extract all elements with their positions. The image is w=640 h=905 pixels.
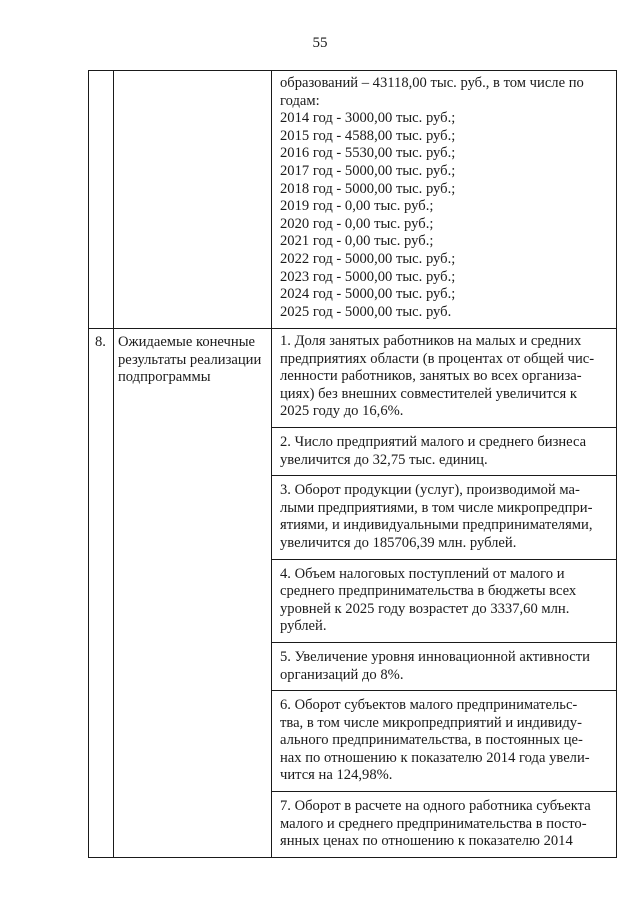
- text-line: увеличится до 185706,39 млн. рублей.: [280, 534, 517, 551]
- text-line: 2016 год - 5530,00 тыс. руб.;: [280, 145, 456, 162]
- text-line: чится на 124,98%.: [280, 767, 393, 784]
- text-line: янных ценах по отношению к показателю 2014: [280, 833, 573, 850]
- result-paragraph: [272, 427, 616, 475]
- text-line: 2025 год - 5000,00 тыс. руб.: [280, 303, 452, 320]
- text-line: тва, в том числе микропредприятий и индивиду-: [280, 714, 582, 731]
- text-line: 2021 год - 0,00 тыс. руб.;: [280, 233, 434, 250]
- text-line: 2019 год - 0,00 тыс. руб.;: [280, 198, 434, 215]
- result-paragraph: [272, 690, 616, 791]
- text-line: ленности работников, занятых во всех организа-: [280, 368, 582, 385]
- result-paragraph: [272, 791, 616, 857]
- text-line: лыми предприятиями, в том числе микропредпри-: [280, 499, 593, 516]
- text-line: 2024 год - 5000,00 тыс. руб.;: [280, 286, 456, 303]
- text-line: 2022 год - 5000,00 тыс. руб.;: [280, 250, 456, 267]
- document-table: [88, 70, 617, 858]
- text-line: увеличится до 32,75 тыс. единиц.: [280, 451, 488, 468]
- row-number-cell: [89, 329, 114, 858]
- text-line: 4. Объем налоговых поступлений от малого и: [280, 565, 565, 582]
- result-paragraph: [272, 559, 616, 642]
- page-number: 55: [312, 35, 328, 51]
- text-line: 6. Оборот субъектов малого предпринимательс-: [280, 697, 578, 714]
- text-line: ального предпринимательства, в постоянных це-: [280, 732, 583, 749]
- text-line: предприятиях области (в процентах от общей чис-: [280, 350, 595, 367]
- row-number-cell: [89, 71, 114, 329]
- text-line: 2015 год - 4588,00 тыс. руб.;: [280, 127, 456, 144]
- text-line: образований – 43118,00 тыс. руб., в том числе по: [280, 75, 584, 91]
- text-line: 7. Оборот в расчете на одного работника субъекта: [280, 798, 591, 815]
- text-line: 2023 год - 5000,00 тыс. руб.;: [280, 268, 456, 285]
- text-line: среднего предпринимательства в бюджеты всех: [280, 583, 577, 600]
- text-line: 5. Увеличение уровня инновационной активности: [280, 648, 590, 665]
- text-line: уровней к 2025 году возрастет до 3337,60 млн.: [280, 600, 570, 617]
- results-text-cell: [272, 329, 617, 858]
- text-line: циях) без внешних совместителей увеличится к: [280, 385, 577, 402]
- table-row-results: [89, 329, 617, 858]
- text-line: организаций до 8%.: [280, 666, 404, 683]
- text-line: ятиями, и индивидуальными предпринимателями,: [280, 517, 593, 534]
- result-paragraph: [272, 475, 616, 558]
- row-name-cell: [114, 71, 272, 329]
- row-number: 8.: [95, 334, 106, 350]
- result-paragraph: [280, 333, 611, 427]
- row-name-cell: [114, 329, 272, 858]
- text-line: 2020 год - 0,00 тыс. руб.;: [280, 215, 434, 232]
- row-name-line: результаты реализации: [118, 351, 262, 368]
- text-line: 1. Доля занятых работников на малых и средних: [280, 333, 582, 349]
- text-line: 2018 год - 5000,00 тыс. руб.;: [280, 180, 456, 197]
- text-line: 2025 году до 16,6%.: [280, 403, 404, 420]
- text-line: рублей.: [280, 618, 327, 635]
- text-line: годам:: [280, 92, 320, 109]
- text-line: 2014 год - 3000,00 тыс. руб.;: [280, 110, 456, 127]
- text-line: 2. Число предприятий малого и среднего бизнеса: [280, 433, 587, 450]
- row-name-line: подпрограммы: [118, 369, 211, 386]
- text-line: малого и среднего предпринимательства в посто-: [280, 815, 587, 832]
- table-row-funding: [89, 71, 617, 329]
- text-line: 3. Оборот продукции (услуг), производимой ма-: [280, 482, 580, 499]
- funding-text-cell: [272, 71, 617, 329]
- row-name-line: Ожидаемые конечные: [118, 334, 255, 350]
- text-line: нах по отношению к показателю 2014 года увели-: [280, 749, 590, 766]
- text-line: 2017 год - 5000,00 тыс. руб.;: [280, 162, 456, 179]
- result-paragraph: [272, 642, 616, 690]
